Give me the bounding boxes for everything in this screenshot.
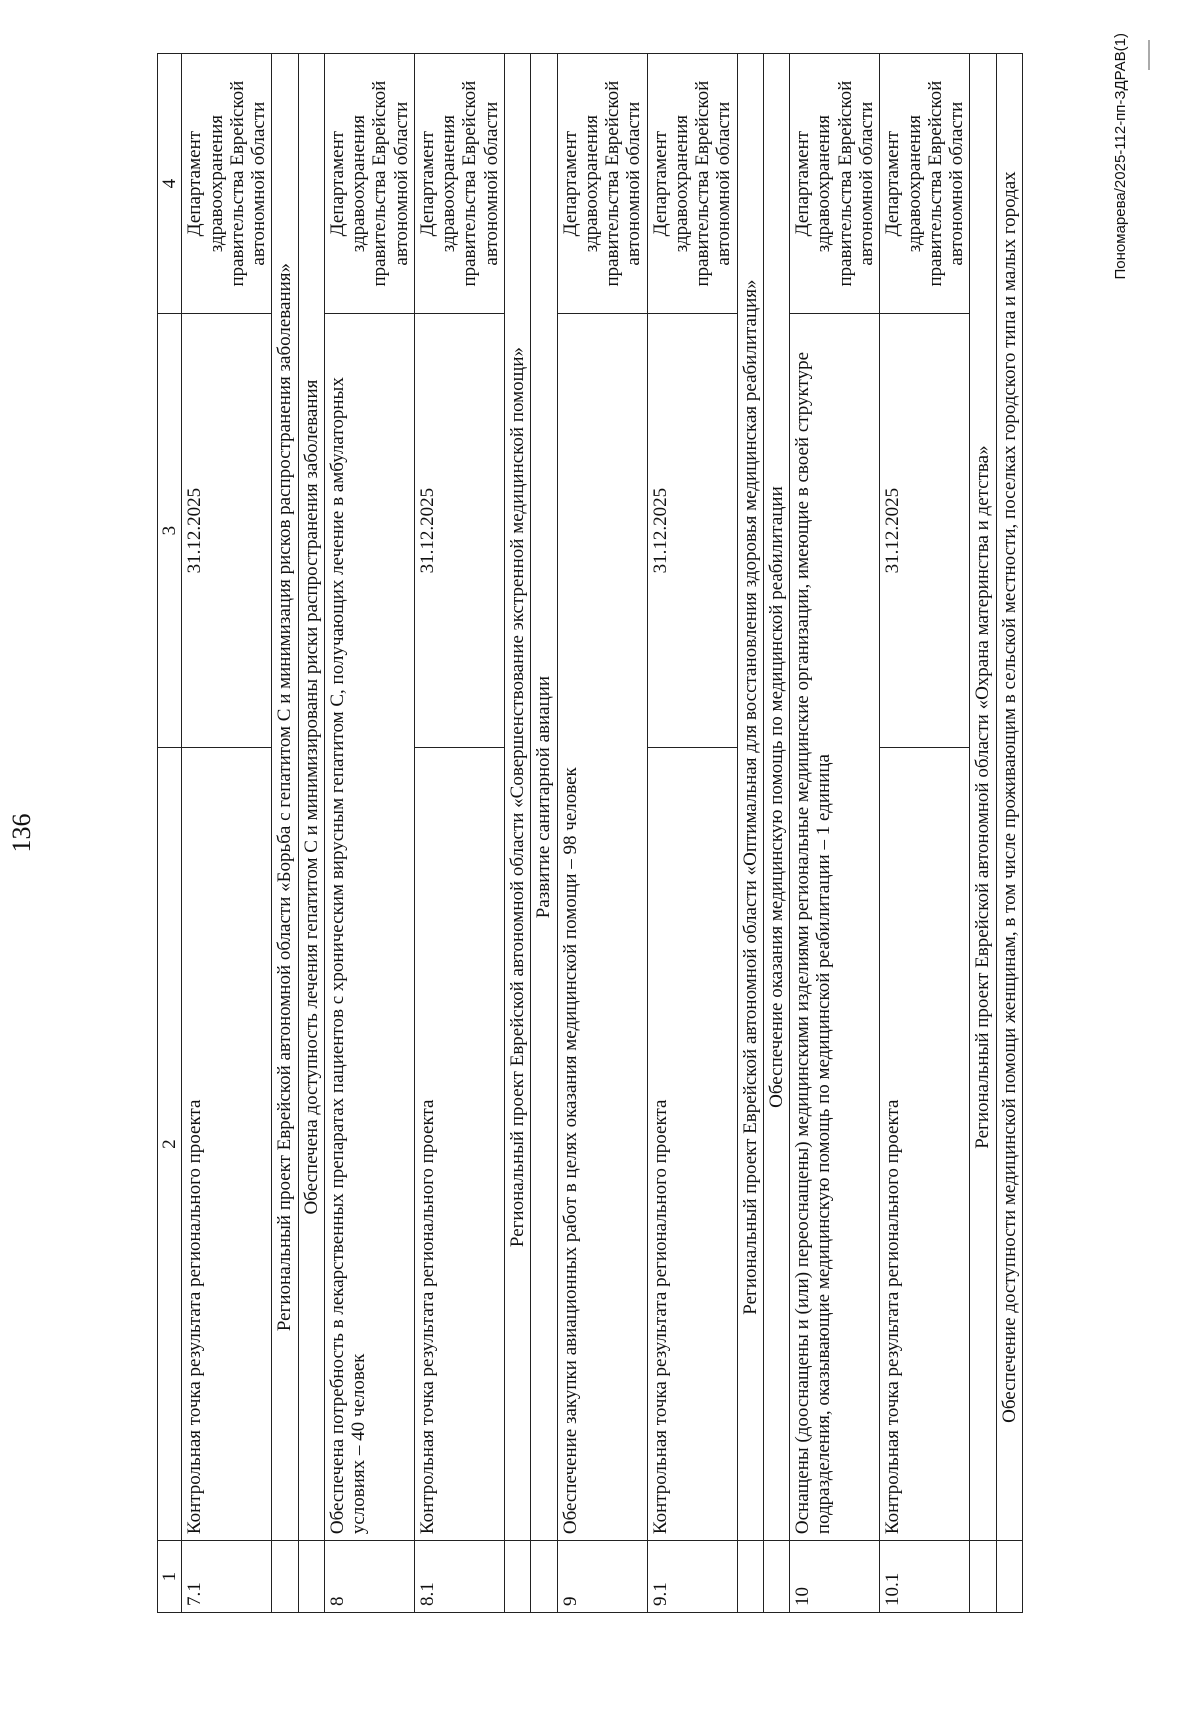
- row-description: Оснащены (дооснащены и (или) переоснащены) медицинскими изделиями региональные медицинские организации, имеющие в своей структуре подразделения, оказывающие медицинскую помощь по медицинской реабилитации – 1 единица: [790, 314, 880, 1541]
- table-row: [790, 54, 880, 1613]
- table-row: [414, 54, 504, 1613]
- row-deadline: 31.12.2025: [647, 314, 737, 748]
- section-num-cell: [970, 1541, 996, 1613]
- row-responsible: Департамент здравоохранения правительства Еврейской автономной области: [414, 54, 504, 314]
- section-num-cell: [763, 1541, 789, 1613]
- table-row: [880, 54, 970, 1613]
- section-num-cell: [996, 1541, 1022, 1613]
- section-title: Региональный проект Еврейской автономной области «Борьба с гепатитом С и минимизация рисков распространения заболевания»: [272, 54, 298, 1541]
- section-num-cell: [531, 1541, 557, 1613]
- row-number: 8.1: [414, 1541, 504, 1613]
- row-number: 10.1: [880, 1541, 970, 1613]
- row-description: Контрольная точка результата регионального проекта: [182, 748, 272, 1541]
- row-number: 9: [557, 1541, 647, 1613]
- section-row: [298, 54, 324, 1613]
- page-number: 136: [7, 813, 36, 853]
- section-row: [272, 54, 298, 1613]
- section-title: Обеспечена доступность лечения гепатитом С и минимизированы риски распространения заболевания: [298, 54, 324, 1541]
- row-deadline: 31.12.2025: [414, 314, 504, 748]
- row-deadline: 31.12.2025: [880, 314, 970, 748]
- row-responsible: Департамент здравоохранения правительства Еврейской автономной области: [324, 54, 414, 314]
- row-description: Контрольная точка результата регионального проекта: [647, 748, 737, 1541]
- row-deadline: 31.12.2025: [182, 314, 272, 748]
- section-row: [970, 54, 996, 1613]
- row-description: Обеспечение закупки авиационных работ в целях оказания медицинской помощи – 98 человек: [557, 314, 647, 1541]
- table-row: [557, 54, 647, 1613]
- header-col-1: 1: [158, 1541, 182, 1613]
- section-title: Развитие санитарной авиации: [531, 54, 557, 1541]
- row-number: 10: [790, 1541, 880, 1613]
- row-responsible: Департамент здравоохранения правительства Еврейской автономной области: [182, 54, 272, 314]
- row-number: 8: [324, 1541, 414, 1613]
- header-col-3: 3: [158, 314, 182, 748]
- row-number: 7.1: [182, 1541, 272, 1613]
- row-description: Контрольная точка результата регионального проекта: [880, 748, 970, 1541]
- section-title: Обеспечение доступности медицинской помощи женщинам, в том числе проживающим в сельской местности, поселках городского типа и малых городах: [996, 54, 1022, 1541]
- row-description: Контрольная точка результата регионального проекта: [414, 748, 504, 1541]
- rotated-page: [7, 33, 1129, 1613]
- section-title: Региональный проект Еврейской автономной области «Охрана материнства и детства»: [970, 54, 996, 1541]
- scan-mark: [1148, 40, 1150, 70]
- table-row: [324, 54, 414, 1613]
- section-num-cell: [272, 1541, 298, 1613]
- table-header-row: [158, 54, 182, 1613]
- section-num-cell: [298, 1541, 324, 1613]
- section-row: [996, 54, 1022, 1613]
- section-num-cell: [504, 1541, 530, 1613]
- document-footer: Пономарева/2025-112-пп-ЗДРАВ(1): [1112, 33, 1129, 280]
- row-number: 9.1: [647, 1541, 737, 1613]
- section-row: [504, 54, 530, 1613]
- section-title: Обеспечение оказания медицинскую помощь по медицинской реабилитации: [763, 54, 789, 1541]
- section-title: Региональный проект Еврейской автономной области «Оптимальная для восстановления здоровья медицинская реабилитация»: [737, 54, 763, 1541]
- activities-table: [157, 53, 1023, 1613]
- row-responsible: Департамент здравоохранения правительства Еврейской автономной области: [557, 54, 647, 314]
- table-row: [182, 54, 272, 1613]
- row-responsible: Департамент здравоохранения правительства Еврейской автономной области: [880, 54, 970, 314]
- row-responsible: Департамент здравоохранения правительства Еврейской автономной области: [647, 54, 737, 314]
- section-title: Региональный проект Еврейской автономной области «Совершенствование экстренной медицинской помощи»: [504, 54, 530, 1541]
- section-num-cell: [737, 1541, 763, 1613]
- row-description: Обеспечена потребность в лекарственных препаратах пациентов с хроническим вирусным гепатитом С, получающих лечение в амбулаторных условиях – 40 человек: [324, 314, 414, 1541]
- row-responsible: Департамент здравоохранения правительства Еврейской автономной области: [790, 54, 880, 314]
- header-col-4: 4: [158, 54, 182, 314]
- section-row: [531, 54, 557, 1613]
- table-row: [647, 54, 737, 1613]
- section-row: [737, 54, 763, 1613]
- header-col-2: 2: [158, 748, 182, 1541]
- section-row: [763, 54, 789, 1613]
